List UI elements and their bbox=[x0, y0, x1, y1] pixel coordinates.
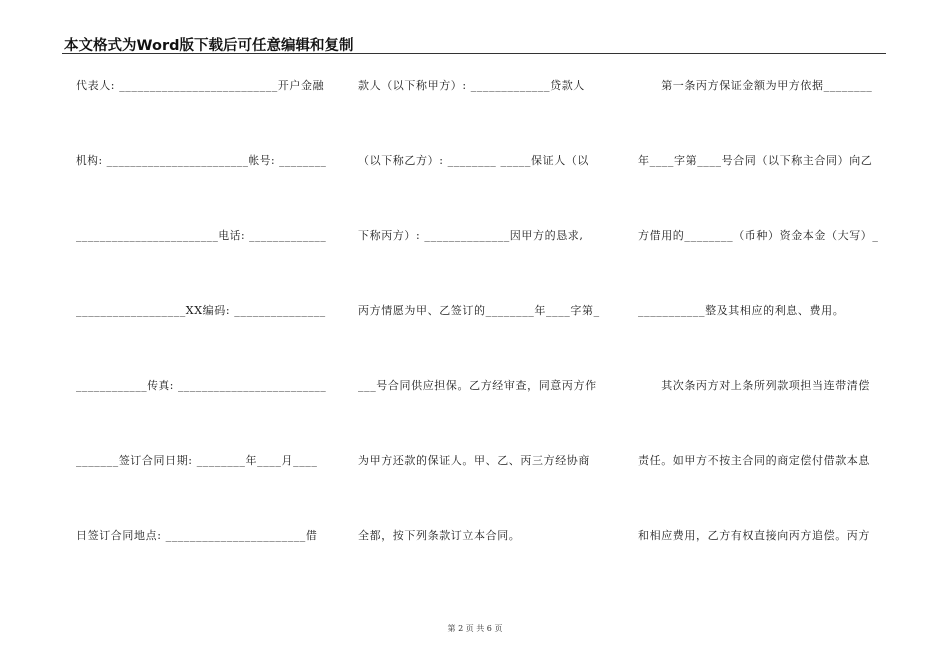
text-line: 款人（以下称甲方）: _____________贷款人 bbox=[358, 79, 585, 92]
page-number: 第 2 页 共 6 页 bbox=[447, 624, 503, 633]
text-line: ____________传真: _________________________ bbox=[76, 379, 327, 392]
text-line: 丙方情愿为甲、乙签订的________年____字第_ bbox=[358, 304, 600, 317]
text-line: ________________________电话: _____________ bbox=[76, 229, 327, 242]
text-line: 其次条丙方对上条所列款项担当连带清偿 bbox=[638, 379, 870, 392]
text-line: 全都，按下列条款订立本合同。 bbox=[358, 529, 521, 542]
text-line: 为甲方还款的保证人。甲、乙、丙三方经协商 bbox=[358, 454, 590, 467]
text-line: 和相应费用，乙方有权直接向丙方追偿。丙方 bbox=[638, 529, 870, 542]
text-line: 方借用的________（币种）资金本金（大写）_ bbox=[638, 229, 879, 242]
text-line: 年____字第____号合同（以下称主合同）向乙 bbox=[638, 154, 873, 167]
document-header-title: 本文格式为Word版下载后可任意编辑和复制 bbox=[64, 38, 354, 54]
text-line: （以下称乙方）: ________ _____保证人（以 bbox=[358, 154, 589, 167]
text-line: 责任。如甲方不按主合同的商定偿付借款本息 bbox=[638, 454, 870, 467]
text-line: ___号合同供应担保。乙方经审查，同意丙方作 bbox=[358, 379, 597, 392]
text-line: 代表人: __________________________开户金融 bbox=[76, 79, 325, 92]
text-line: 第一条丙方保证金额为甲方依据________ bbox=[638, 79, 873, 92]
text-line: ___________整及其相应的利息、费用。 bbox=[638, 304, 845, 317]
text-line: __________________XX编码: _______________ bbox=[76, 304, 326, 317]
text-column-2 bbox=[358, 0, 608, 672]
text-line: 机构: ________________________帐号: ________ bbox=[76, 154, 327, 167]
text-column-1 bbox=[76, 0, 326, 672]
text-line: 日签订合同地点: _______________________借 bbox=[76, 529, 318, 542]
text-line: _______签订合同日期: ________年____月____ bbox=[76, 454, 318, 467]
text-column-3 bbox=[638, 0, 888, 672]
text-line: 下称丙方）: ______________因甲方的恳求, bbox=[358, 229, 584, 242]
